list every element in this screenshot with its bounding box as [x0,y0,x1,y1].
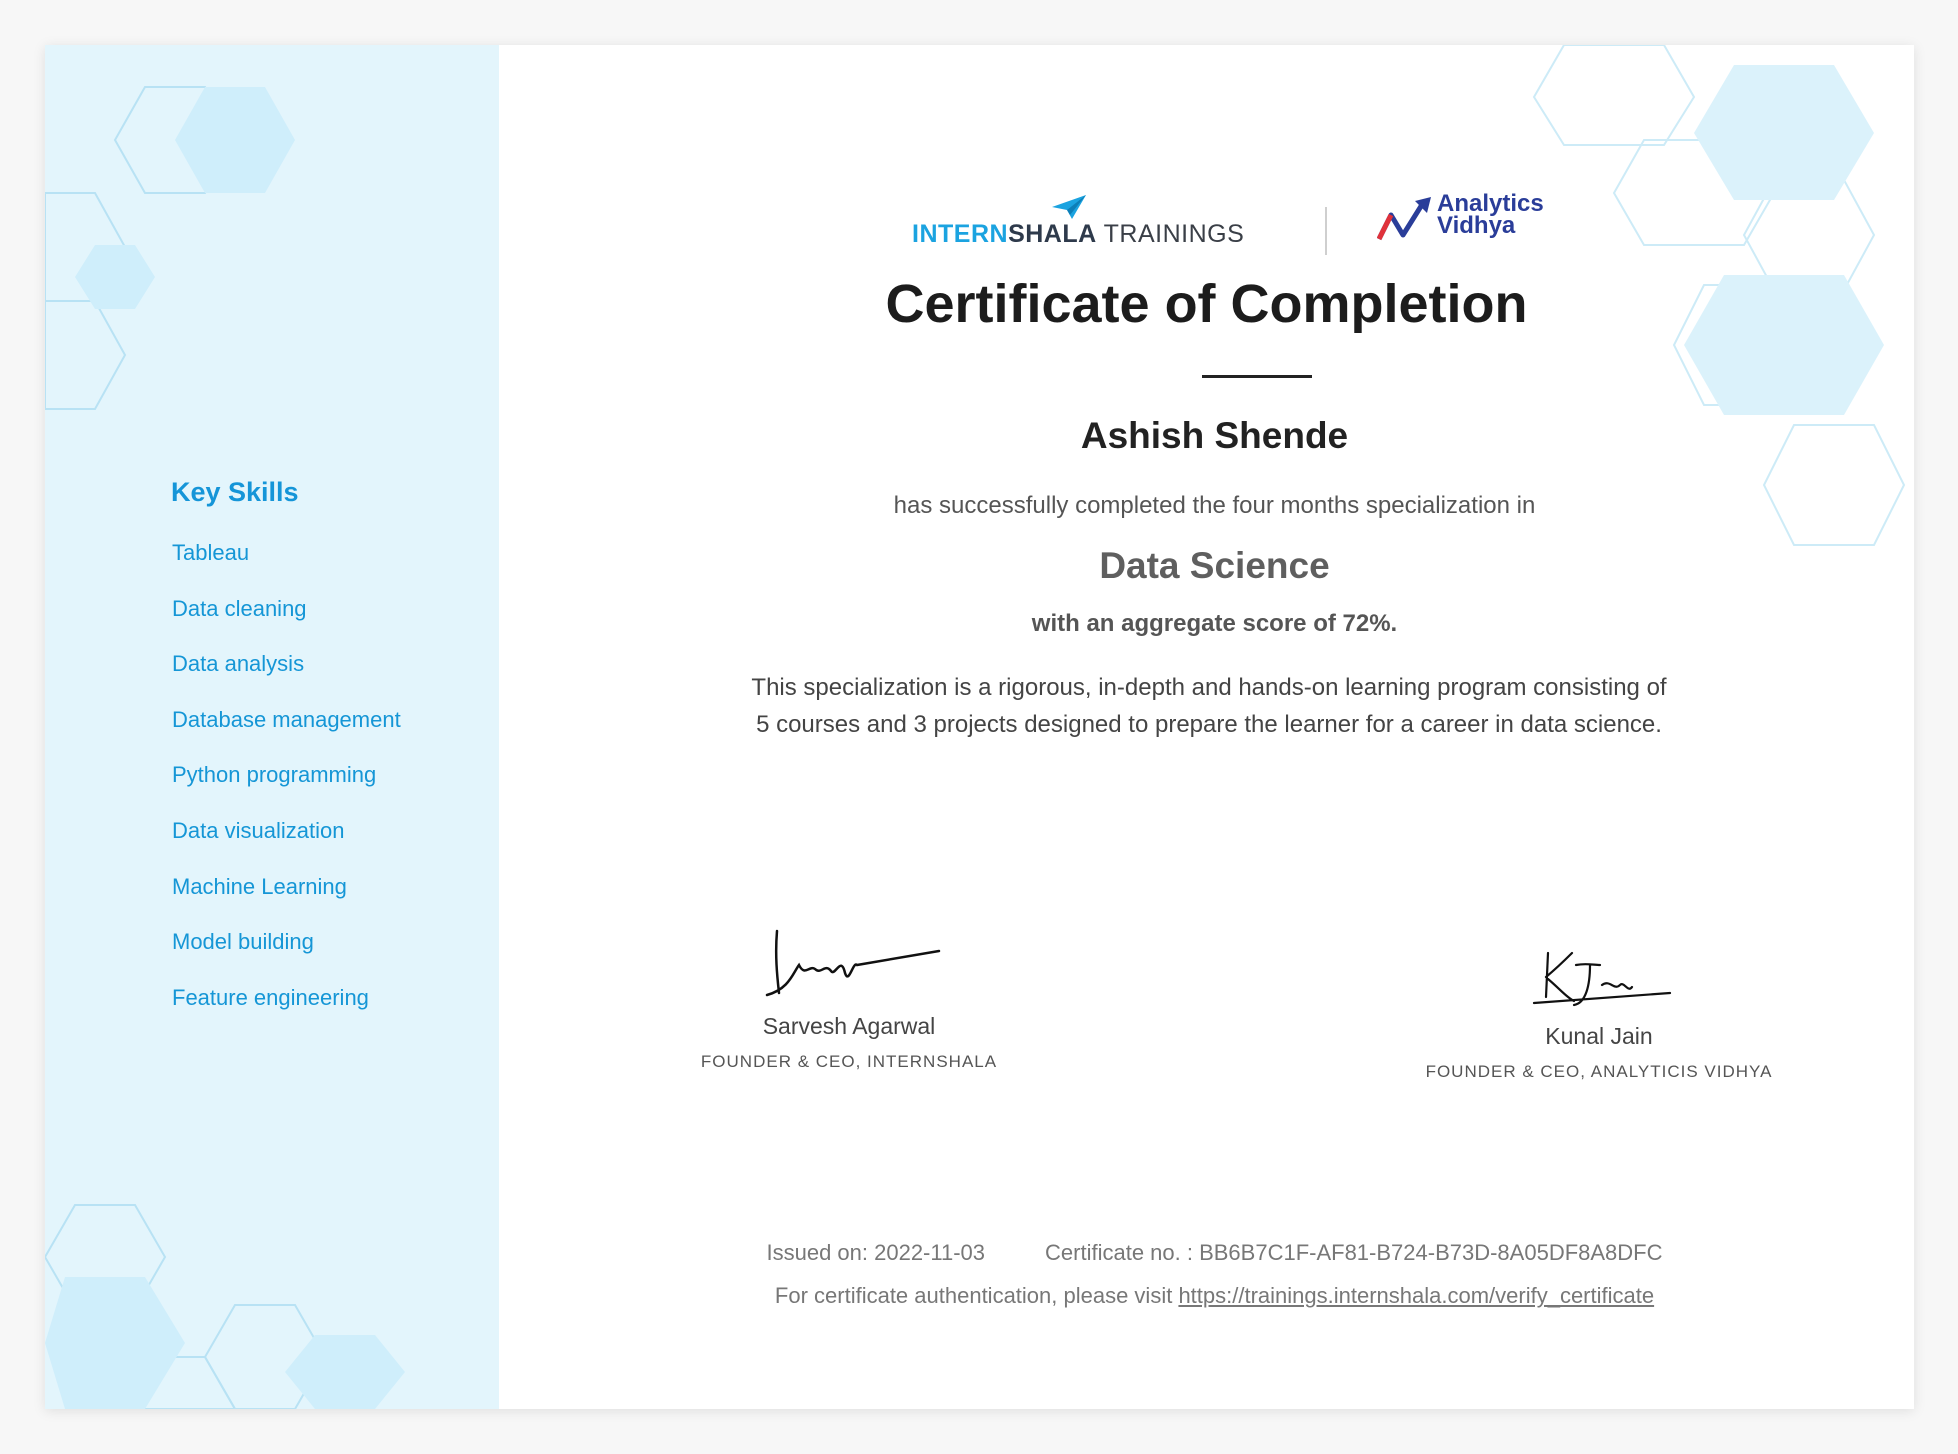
logo-text-intern: INTERN [912,220,1009,248]
recipient-name: Ashish Shende [1080,415,1349,456]
logo-text-vidhya: Vidhya [1437,212,1516,239]
signature-sarvesh-agarwal [749,925,949,1005]
completion-statement: has successfully completed the four months specialization in [893,492,1536,519]
course-name: Data Science [1099,545,1330,586]
authentication-note [499,1283,1914,1309]
logo-text-trainings: TRAININGS [1096,220,1245,248]
description-line: 5 courses and 3 projects designed to prepare the learner for a career in data science. [756,711,1662,738]
program-description [699,669,1719,743]
certificate-meta [499,1240,1914,1266]
signatory-name: Sarvesh Agarwal [762,1013,936,1039]
issued-date: Issued on: 2022-11-03 [766,1240,986,1265]
analytics-vidhya-mark-icon [1377,197,1433,243]
skill-item: Model building [172,929,314,955]
logo-text-shala: SHALA [1008,220,1097,248]
skill-item: Data analysis [172,651,305,677]
skill-item: Tableau [172,540,250,565]
signatory-analytics-vidhya [1414,945,1784,1082]
authentication-text: For certificate authentication, please visit [774,1283,1179,1308]
skill-item: Data visualization [172,817,345,843]
skill-item: Data cleaning [172,595,307,621]
key-skills-title: Key Skills [171,477,299,507]
signatory-title: FOUNDER & CEO, INTERNSHALA [700,1052,998,1071]
skills-sidebar [45,45,499,1409]
logo-text-analytics: Analytics [1437,190,1544,217]
signatory-title: FOUNDER & CEO, ANALYTICIS VIDHYA [1425,1062,1773,1081]
signatory-internshala [699,925,999,1072]
logo-divider [1325,207,1327,255]
skill-item: Database management [172,706,401,732]
certificate-title: Certificate of Completion [885,274,1528,334]
verify-certificate-link[interactable]: https://trainings.internshala.com/verify_certificate [1178,1283,1655,1308]
skills-list [172,542,401,1042]
internshala-trainings-logo [912,195,1245,255]
certificate-number: Certificate no. : BB6B7C1F-AF81-B724-B73D-8A05DF8A8DFC [1045,1240,1663,1265]
certificate [45,45,1914,1409]
paper-plane-icon [1052,195,1086,219]
analytics-vidhya-logo [1377,190,1597,253]
skill-item: Feature engineering [172,984,369,1010]
skill-item: Machine Learning [172,873,347,899]
signature-kunal-jain [1524,945,1674,1015]
description-line: This specialization is a rigorous, in-depth and hands-on learning program consisting of [751,674,1667,701]
partner-logos [499,145,1914,265]
aggregate-score: with an aggregate score of 72%. [1031,610,1398,637]
certificate-body [499,45,1914,1409]
skill-item: Python programming [172,762,377,788]
title-divider [1202,375,1312,378]
signatory-name: Kunal Jain [1545,1023,1653,1049]
